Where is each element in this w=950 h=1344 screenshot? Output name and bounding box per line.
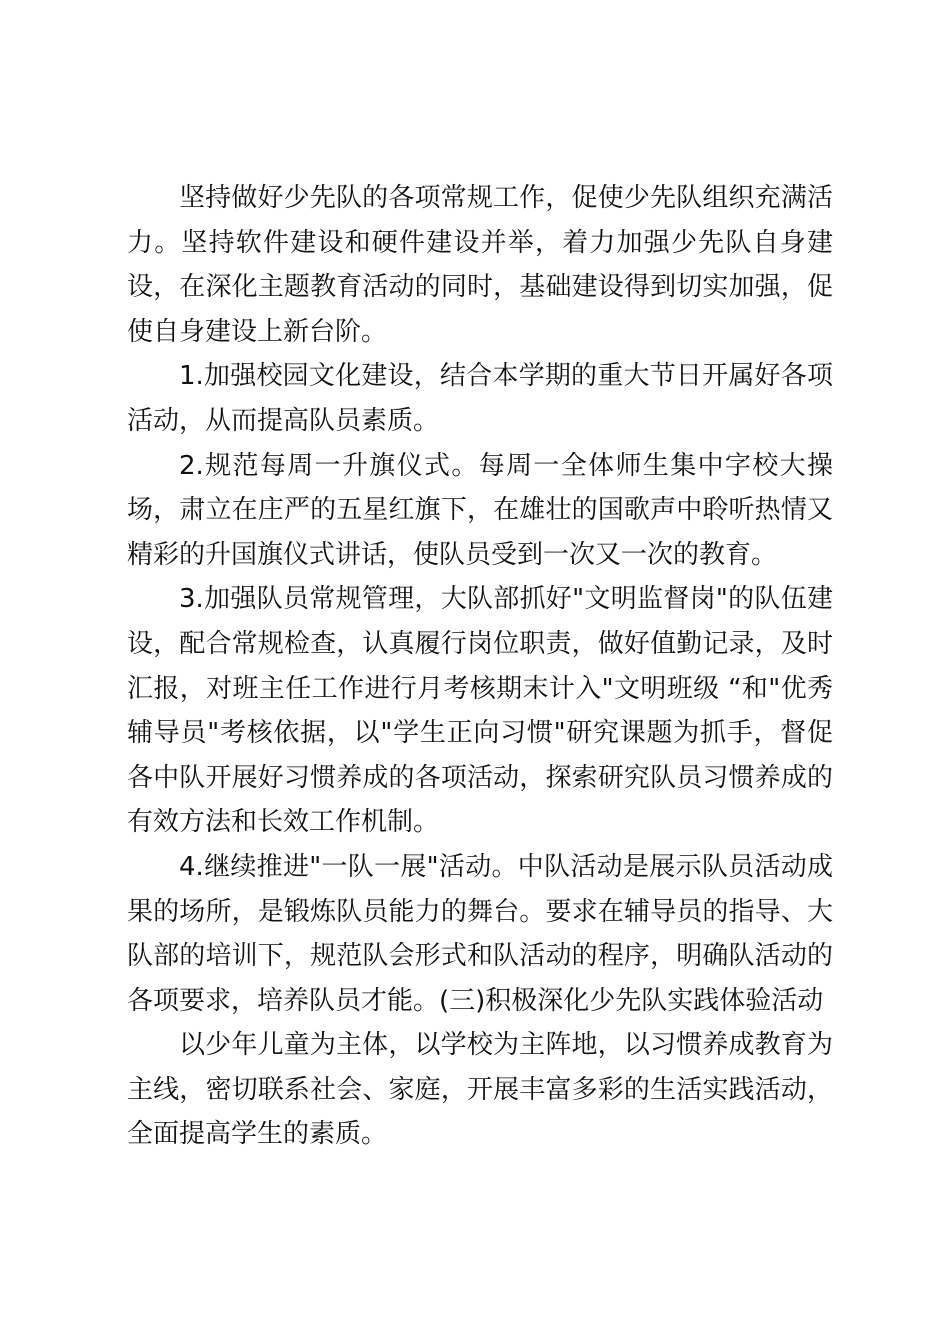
paragraph-item-1-campus-culture: 1.加强校园文化建设，结合本学期的重大节日开属好各项活动，从而提高队员素质。	[127, 361, 833, 436]
paragraph-item-3-routine-management: 3.加强队员常规管理，大队部抓好"文明监督岗"的队伍建设，配合常规检查，认真履行岗位职责，做好值勤记录，及时汇报，对班主任工作进行月考核期末计入"文明班级 “和"优秀辅导员"考核依据，以"学生正向习惯"研究课题为抓手，督促各中队开展好习惯养成的各项活动，探索研究队员习惯养成的有效方法和长效工作机制。	[127, 584, 833, 838]
paragraph-routine-work: 坚持做好少先队的各项常规工作，促使少先队组织充满活力。坚持软件建设和硬件建设并举，着力加强少先队自身建设，在深化主题教育活动的同时，基础建设得到切实加强，促使自身建设上新台阶。	[127, 183, 833, 347]
paragraph-item-4-squad-exhibition: 4.继续推进"一队一展"活动。中队活动是展示队员活动成果的场所，是锻炼队员能力的舞台。要求在辅导员的指导、大队部的培训下，规范队会形式和队活动的程序，明确队活动的各项要求，培养队员才能。(三)积极深化少先队实践体验活动	[127, 851, 833, 1016]
paragraph-practice-activities: 以少年儿童为主体，以学校为主阵地，以习惯养成教育为主线，密切联系社会、家庭，开展丰富多彩的生活实践活动，全面提高学生的素质。	[127, 1030, 833, 1150]
paragraph-item-2-flag-ceremony: 2.规范每周一升旗仪式。每周一全体师生集中字校大操场，肃立在庄严的五星红旗下，在雄壮的国歌声中聆听热情又精彩的升国旗仪式讲话，使队员受到一次又一次的教育。	[127, 450, 833, 570]
document-body	[127, 176, 833, 1157]
